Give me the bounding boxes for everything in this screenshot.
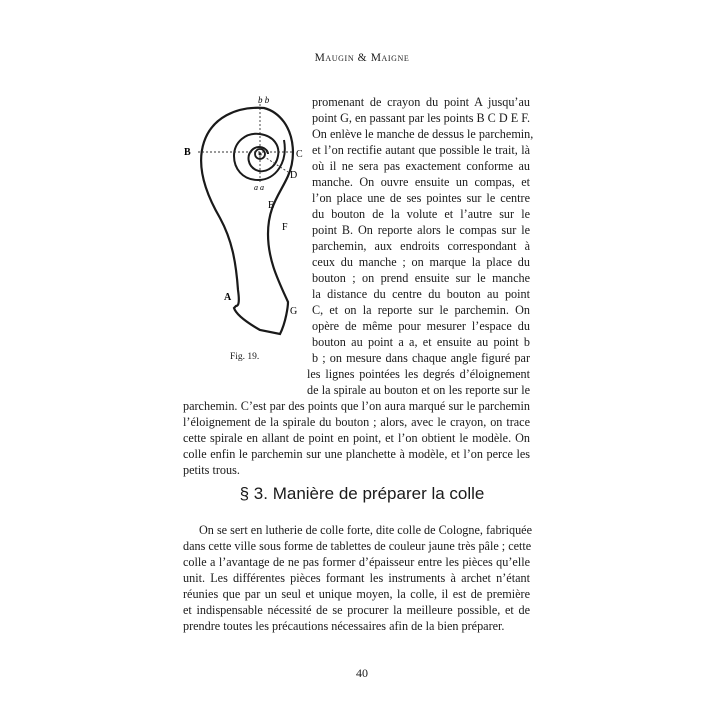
scroll-spiral xyxy=(234,134,285,180)
section-heading: § 3. Manière de préparer la colle xyxy=(239,484,485,503)
text-line: manche. On ouvre ensuite un compas, et xyxy=(312,175,530,189)
text-line: parchemin. C’est par des points que l’on aura marqué sur le parchemin xyxy=(183,399,530,413)
text-line: et l’on rectifie autant que possible le trait, là xyxy=(312,143,530,157)
text-line: promenant de crayon du point A jusqu’au xyxy=(312,95,530,109)
text-line: unit. Les différentes pièces formant les instruments à archet n’étant xyxy=(183,571,530,585)
text-line: point B. On reporte alors le compas sur le xyxy=(312,223,530,237)
violin-scroll-figure xyxy=(176,94,306,374)
text-line: On se sert en lutherie de colle forte, dite colle de Cologne, fabriquée xyxy=(199,523,532,537)
text-line: ceux du manche ; on marque la place du xyxy=(312,255,530,269)
label-F: F xyxy=(282,222,288,233)
label-aa: a a xyxy=(254,183,264,192)
figure-caption: Fig. 19. xyxy=(230,352,260,362)
text-line: C, et on la reporte sur le parchemin. On xyxy=(312,303,530,317)
text-line: la distance du centre du bouton au point xyxy=(312,287,530,301)
text-line: de la spirale au bouton et on les reporte sur le xyxy=(307,383,530,397)
text-line: petits trous. xyxy=(183,463,240,477)
text-line: parchemin, aux endroits correspondant à xyxy=(312,239,530,253)
text-line: On enlève le manche de dessus le parchemin, xyxy=(312,127,534,141)
text-line: bouton ; on prend ensuite sur le manche xyxy=(312,271,530,285)
label-C: C xyxy=(296,149,303,160)
text-line: point G, en passant par les points B C D E F. xyxy=(312,111,531,125)
text-line: bouton au point a a, et ensuite au point b xyxy=(312,335,530,349)
text-line: colle enfin le parchemin sur une planchette à modèle, et l’on perce les xyxy=(183,447,530,461)
text-line: b ; on mesure dans chaque angle figuré par xyxy=(312,351,530,365)
label-B: B xyxy=(184,147,191,158)
text-line: les lignes pointées les degrés d’éloignement xyxy=(307,367,530,381)
label-A: A xyxy=(224,292,232,303)
text-line: dans cette ville sous forme de tablettes de couleur jaune très pâle ; cette xyxy=(183,539,532,553)
scroll-outline xyxy=(201,108,293,334)
page-number: 40 xyxy=(356,666,368,680)
text-line: opère de même pour mesurer l’espace du xyxy=(312,319,530,333)
label-bb: b b xyxy=(258,95,270,105)
text-line: l’on place une de ses pointes sur le centre xyxy=(312,191,530,205)
text-line: et indispensable nécessité de se procurer la meilleure possible, et de xyxy=(183,603,530,617)
text-line: du bouton de la volute et l’autre sur le xyxy=(312,207,530,221)
text-line: prendre toutes les précautions nécessaires afin de la bien préparer. xyxy=(183,619,505,633)
label-D: D xyxy=(290,170,298,181)
label-E: E xyxy=(268,200,275,211)
text-line: réunies que par un seul et unique moyen, la colle, il est de première xyxy=(183,587,530,601)
text-line: cette spirale en allant de point en point, et l’on obtient le modèle. On xyxy=(183,431,530,445)
label-G: G xyxy=(290,306,298,317)
running-head: Maugin & Maigne xyxy=(314,52,410,64)
scroll-diagram xyxy=(176,94,306,374)
text-line: colle a l’avantage de ne pas former d’épaisseur entre les pièces qu’elle xyxy=(183,555,530,569)
text-line: l’éloignement de la spirale du bouton ; alors, avec le crayon, on trace xyxy=(183,415,530,429)
text-line: où il ne sera pas exactement conforme au xyxy=(312,159,530,173)
